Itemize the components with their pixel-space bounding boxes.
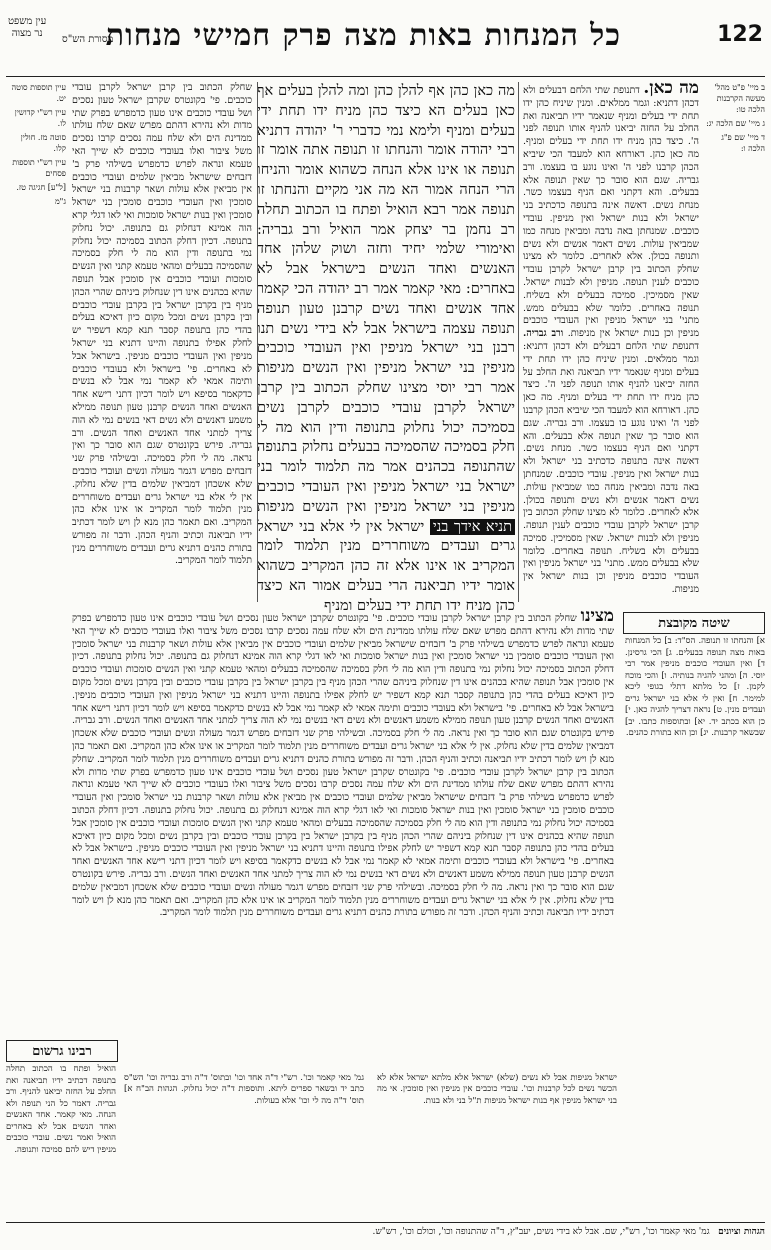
page-header: [0, 14, 771, 60]
page-title: כל המנחות באות מצה פרק חמישי מנחות: [105, 18, 621, 53]
tosafot-text: שחלק הכתוב בין קרבן ישראל לקרבן עובדי כוכבים. פי' בקונטרס שקרבן ישראל טעון נסכים ושל עובדי כוכבים אינו טעון כדמפרש בפרק שתי מדות ולא נהירא דהתם מפרש שאם שלח עולתו ממדינת הים ולא שלח עמה נסכים קרבו נסכים משל ציבור ואלו בעובדי כוכבים לא שייך האי טעמא ונראה לפרש כדמפרש בשילהי פרק ב' דזבחים שישראל מביאין שלמים ועובדי כוכבים אין מביאין אלא עולות ושאר קרבנות בני ישראל סומכין ואין העובדי כוכבים סומכין בני ישראל סומכין ואין בנות ישראל סומכות ואי לאו דגלי קרא הוה אמינא דנחלוק גם בתנופה. יכול נחלוק בתנופה. דכיון דחלק הכתוב בסמיכה יכול נחלוק נמי בתנופה ודין הוא מה לי חלק בסמיכה שהסמיכה בבעלים ומהאי טעמא קתני ואין הנשים סומכות ועובדי כוכבים אין סומכין אבל תנופה שהיא בכהנים אינו דין שנחלוק ביניהם שהרי הכהן מניף בין בקרבן ישראל בין בקרבן עובדי כוכבים ובין בקרבן נשים ומכל מקום כיון דאיכא בעלים בהדי כהן בתנופה קסבר תנא קמא דשפיר יש לחלק אפילו בתנופה והיינו דתניא בני ישראל מניפין ואין העובדי כוכבים מניפין. בישראל אבל לא באחרים. פי' בישראל ולא בעובדי כוכבים ותימה אמאי לא קאמר נמי אבל לא בנשים כדקאמר בסיפא ויש לומר דכיון דתני רישא אחד האנשים ואחד הנשים קרבנן טעון תנופה ממילא משמע דאנשים ולא נשים דאי בנשים נמי לא הוה צריך למתני אחד האנשים ואחד הנשים. ורב גבריה. פירש בקונטרס שגם הוא סובר כך ואין נראה. מה לי חלק בסמיכה. ובשילהי פרק שני דזבחים מפרש דגמר מעולה ונשים ועובדי כוכבים שלא אשכחן דמביאין שלמים בדין שלא נחלוק. אין לי אלא בני ישראל גרים ועבדים משוחררים מנין תלמוד לומר המקריב או אינו אלא כהן המקריב. ואם תאמר כהן מנא לן ויש לומר דכתיב ידיו תביאנה וכתיב והניף הכהן. ודבר זה מפורש בתורת כהנים דתניא גרים ועבדים משוחררים מנין תלמוד לומר המקריב.: [72, 82, 252, 567]
margin-note: עיין רש"י קדושין לו.: [14, 108, 66, 128]
rashi-dibbur: מה כאן.: [643, 78, 700, 98]
haggahot-line: [6, 1226, 765, 1238]
rabbeinu-gershom-label: רבינו גרשום: [6, 1040, 118, 1062]
margin-note: ג"מ: [54, 197, 66, 206]
gemara-text: מה כאן כהן אף להלן כהן ומה להלן בעלים אף כאן בעלים הא כיצד כהן מניח ידו תחת ידי בעלים ומניף ולימא נמי כדברי ר' יהודה דתניא רבי יהודה אומר והנחתו זו תנופה אתה אומר זו תנופה או אינו אלא הנחה כשהוא אומר והניחו הרי הנחה אמור הא מה אני מקיים והנחתו זו תנופה אמר רבא הואיל ופתח בו הכתוב תחלה רב נחמן בר יצחק אמר הואיל ורב גבריה: ואימורי שלמי יחיד וחזה ושוק שלהן אחד האנשים ואחד הנשים בישראל אבל לא באחרים: מאי קאמר אמר רב יהודה הכי קאמר אחד אנשים ואחד נשים קרבנן טעון תנופה תנופה עצמה בישראל אבל לא בידי נשים תנו רבנן בני ישראל מניפין ואין העובדי כוכבים מניפין בני ישראל מניפין ואין הנשים מניפות אמר רבי יוסי מצינו שחלק הכתוב בין קרבן ישראל לקרבן עובדי כוכבים לקרבן נשים בסמיכה יכול נחלוק בתנופה ודין הוא מה לי חלק בסמיכה שהסמיכה בבעלים נחלוק בתנופה שהתנופה בכהנים אמר מה תלמוד לומר בני ישראל בני ישראל מניפין ואין העובדי כוכבים מניפין בני ישראל מניפין ואין הנשים מניפות תניא אידך בני ישראל אין לי אלא בני ישראל גרים ועבדים משוחררים מנין תלמוד לומר המקריב או אינו אלא זה כהן המקריב כשהוא אומר ידיו תביאנה הרי בעלים אמור הא כיצד כהן מניח ידו תחת ידי בעלים ומניף: [257, 83, 516, 614]
masoret-column: [6, 82, 66, 1042]
rashi-text: מה כאן. דתנופת שתי הלחם דבעלים ולא דכהן דתניא: וגמר ממלאים. ומנין שיניח כהן ידו תחת ידי בעלים ומניף שנאמר ידיו תביאנה ואת החלב על החזה יביאנו להניף אותו תנופה לפני ה'. כיצד כהן מניח ידו תחת ידי בעלים ומניף. מה כאן כהן. דאורחא הוא למעבד הכי שיביא הכהן קרבנו לפני ה' ואינו נוגע בו בעצמו. ורב גבריה. שגם הוא סובר כך שאין תנופה אלא בבעלים. והא דקתני ואם הניף בעצמו כשר. מנחת נשים. דאשה אינה בתנופה כדכתיב בני ישראל ולא בנות ישראל ואין מניפין. עובדי כוכבים. שמנחתן באה נדבה ומביאין מנחה כמו שמביאין עולות. נשים דאמר אנשים ולא נשים ותנופה בכולן. אלא לאחרים. כלומר לא מצינו שחלק הכתוב בין קרבן ישראל לקרבן עובדי כוכבים לענין תנופה. מניפין ולא לבנות ישראל. שאין מסמיכין. סמיכה בבעלים ולא בשליח. תנופה באחרים. כלומר שלא בבעלים ממש. מתני' בני ישראל מניפין ואין העובדי כוכבים מניפין וכן בנות ישראל אין מניפות. ורב גבריה. דתנופת שתי הלחם דבעלים ולא דכהן דתניא: וגמר ממלאים. ומנין שיניח כהן ידו תחת ידי בעלים ומניף שנאמר ידיו תביאנה ואת החלב על החזה יביאנו להניף אותו תנופה לפני ה'. כיצד כהן מניח ידו תחת ידי בעלים ומניף. מה כאן כהן. דאורחא הוא למעבד הכי שיביא הכהן קרבנו לפני ה' ואינו נוגע בו בעצמו. ורב גבריה. שגם הוא סובר כך שאין תנופה אלא בבעלים. והא דקתני ואם הניף בעצמו כשר. מנחת נשים. דאשה אינה בתנופה כדכתיב בני ישראל ולא בנות ישראל ואין מניפין. עובדי כוכבים. שמנחתן באה נדבה ומביאין מנחה כמו שמביאין עולות. נשים דאמר אנשים ולא נשים ותנופה בכולן. אלא לאחרים. כלומר לא מצינו שחלק הכתוב בין קרבן ישראל לקרבן עובדי כוכבים לענין תנופה. מניפין ולא לבנות ישראל. שאין מסמיכין. סמיכה בבעלים ולא בשליח. תנופה באחרים. כלומר שלא בבעלים ממש. מתני' בני ישראל מניפין ואין העובדי כוכבים מניפין וכן בנות ישראל אין מניפות.: [522, 78, 700, 596]
footnote-right: ישראל מניפות אבל לא נשים (שלא) ישראל אלא מלתא ישראל אלא לא הכשר נשים לכל קרבנות וכו'. עובדי כוכבים אין מניפין ואין סומכין. אי מה בני ישראל מניפין אף בנות ישראל מניפות ת"ל בני ולא בנות.: [377, 1072, 617, 1106]
page-number: 122: [717, 22, 763, 47]
column-divider: [257, 82, 258, 602]
margin-note: עיין רש"י תוספות פסחים: [12, 158, 66, 178]
rabbeinu-gershom-column: [6, 1064, 116, 1214]
shita-mekubetzet-column: [625, 636, 765, 1056]
ein-mishpat-label: עין משפט נר מצוה: [8, 16, 47, 39]
margin-note: עיין תוספות סוטה יט.: [11, 83, 66, 103]
haggahot-text: גמ' מאי קאמר וכו', רש"י, שם. אבל לא בידי נשים, יעב"ץ, ד"ה שהתנופה וכו', וכולם וכו', רש"ש.: [372, 1227, 710, 1237]
shita-mekubetzet-text: א] והנחתו זו תנופה. הס"ד: ב] כל המנחות באות מצה תנופה בבעלים. ג] הכי גרסינן. ד] ואין העובדי כוכבים מניפין אמר רבי יוסי. ה] ומהני להגיה בנותיה. ו] והכי מוכח לקמן. ז] כל מלתא דתלי בגופי ליכא למימר. ח] ואין לי אלא בני ישראל גרים ועבדים מנין. ט] נראה דצריך להגיה כאן. י] כן הוא בכתב יד. יא] ובתוספות כתבו. יב] שבשאר קרבנות. יג] וכן הוא בתורת כהנים.: [625, 636, 765, 738]
header-rule: [6, 76, 765, 77]
tosafot-upper-column: [72, 82, 252, 602]
tosafot-dibbur: מצינו: [580, 606, 614, 626]
rashi-column: [522, 78, 700, 602]
margin-note: ב מיי' פ"ט מהל' מעשה הקרבנות הלכה טו:: [714, 83, 765, 114]
margin-note: סוטה מז. חולין קלו.: [20, 133, 66, 153]
margin-note: ג מיי' שם הלכה יג:: [706, 119, 765, 128]
column-divider: [518, 82, 519, 602]
margin-note: [ל"ע] חגיגה טז.: [16, 183, 66, 192]
gemara-column: [257, 82, 516, 614]
footnote-left: גמ' מאי קאמר וכו'. רש"י ד"ה אחד וכו' ובתוס' ד"ה ורב גבריה וכו' הש"ס כתב יד ובשאר ספרים ליתא. ותוספות ד"ה יכול נחלוק. הגהות הב"ח א] תוס' ד"ה מה לי וכו' אלא בעולות.: [124, 1072, 364, 1106]
ein-mishpat-column: [703, 82, 765, 602]
tosafot-text: מצינו שחלק הכתוב בין קרבן ישראל לקרבן עובדי כוכבים. פי' בקונטרס שקרבן ישראל טעון נסכים ושל עובדי כוכבים אינו טעון כדמפרש בפרק שתי מדות ולא נהירא דהתם מפרש שאם שלח עולתו ממדינת הים ולא שלח עמה נסכים קרבו נסכים משל ציבור ואלו בעובדי כוכבים לא שייך האי טעמא ונראה לפרש כדמפרש בשילהי פרק ב' דזבחים שישראל מביאין שלמים ועובדי כוכבים אין מביאין אלא עולות ושאר קרבנות בני ישראל סומכין ואין העובדי כוכבים סומכין בני ישראל סומכין ואין בנות ישראל סומכות ואי לאו דגלי קרא הוה אמינא דנחלוק גם בתנופה. יכול נחלוק בתנופה. דכיון דחלק הכתוב בסמיכה יכול נחלוק נמי בתנופה ודין הוא מה לי חלק בסמיכה שהסמיכה בבעלים ומהאי טעמא קתני ואין הנשים סומכות ועובדי כוכבים אין סומכין אבל תנופה שהיא בכהנים אינו דין שנחלוק ביניהם שהרי הכהן מניף בין בקרבן ישראל בין בקרבן עובדי כוכבים ובין בקרבן נשים ומכל מקום כיון דאיכא בעלים בהדי כהן בתנופה קסבר תנא קמא דשפיר יש לחלק אפילו בתנופה והיינו דתניא בני ישראל מניפין ואין העובדי כוכבים מניפין. בישראל אבל לא באחרים. פי' בישראל ולא בעובדי כוכבים ותימה אמאי לא קאמר נמי אבל לא בנשים כדקאמר בסיפא ויש לומר דכיון דתני רישא אחד האנשים ואחד הנשים קרבנן טעון תנופה ממילא משמע דאנשים ולא נשים דאי בנשים נמי לא הוה צריך למתני אחד האנשים ואחד הנשים. ורב גבריה. פירש בקונטרס שגם הוא סובר כך ואין נראה. מה לי חלק בסמיכה. ובשילהי פרק שני דזבחים מפרש דגמר מעולה ונשים ועובדי כוכבים שלא אשכחן דמביאין שלמים בדין שלא נחלוק. אין לי אלא בני ישראל גרים ועבדים משוחררים מנין תלמוד לומר המקריב או אינו אלא כהן המקריב. ואם תאמר כהן מנא לן ויש לומר דכתיב ידיו תביאנה וכתיב והניף הכהן. ודבר זה מפורש בתורת כהנים דתניא גרים ועבדים משוחררים מנין תלמוד לומר המקריב. שחלק הכתוב בין קרבן ישראל לקרבן עובדי כוכבים. פי' בקונטרס שקרבן ישראל טעון נסכים ושל עובדי כוכבים אינו טעון כדמפרש בפרק שתי מדות ולא נהירא דהתם מפרש שאם שלח עולתו ממדינת הים ולא שלח עמה נסכים קרבו נסכים משל ציבור ואלו בעובדי כוכבים לא שייך האי טעמא ונראה לפרש כדמפרש בשילהי פרק ב' דזבחים שישראל מביאין שלמים ועובדי כוכבים אין מביאין אלא עולות ושאר קרבנות בני ישראל סומכין ואין העובדי כוכבים סומכין בני ישראל סומכין ואין בנות ישראל סומכות ואי לאו דגלי קרא הוה אמינא דנחלוק גם בתנופה. יכול נחלוק בתנופה. דכיון דחלק הכתוב בסמיכה יכול נחלוק נמי בתנופה ודין הוא מה לי חלק בסמיכה שהסמיכה בבעלים ומהאי טעמא קתני ואין הנשים סומכות ועובדי כוכבים אין סומכין אבל תנופה שהיא בכהנים אינו דין שנחלוק ביניהם שהרי הכהן מניף בין בקרבן ישראל בין בקרבן עובדי כוכבים ובין בקרבן נשים ומכל מקום כיון דאיכא בעלים בהדי כהן בתנופה קסבר תנא קמא דשפיר יש לחלק אפילו בתנופה והיינו דתניא בני ישראל מניפין ואין העובדי כוכבים מניפין. בישראל אבל לא באחרים. פי' בישראל ולא בעובדי כוכבים ותימה אמאי לא קאמר נמי אבל לא בנשים כדקאמר בסיפא ויש לומר דכיון דתני רישא אחד האנשים ואחד הנשים קרבנן טעון תנופה ממילא משמע דאנשים ולא נשים דאי בנשים נמי לא הוה צריך למתני אחד האנשים ואחד הנשים. ורב גבריה. פירש בקונטרס שגם הוא סובר כך ואין נראה. מה לי חלק בסמיכה. ובשילהי פרק שני דזבחים מפרש דגמר מעולה ונשים ועובדי כוכבים שלא אשכחן דמביאין שלמים בדין שלא נחלוק. אין לי אלא בני ישראל גרים ועבדים משוחררים מנין תלמוד לומר המקריב או אינו אלא כהן המקריב. ואם תאמר כהן מנא לן ויש לומר דכתיב ידיו תביאנה וכתיב והניף הכהן. ודבר זה מפורש בתורת כהנים דתניא גרים ועבדים משוחררים מנין תלמוד לומר המקריב.: [72, 606, 614, 919]
highlighted-phrase: תניא אידך בני: [430, 519, 515, 535]
bottom-rule: [6, 1222, 765, 1223]
rashi-dibbur: ורב גבריה.: [523, 328, 564, 340]
tosafot-lower-column: [72, 606, 614, 1028]
margin-note: ד מיי' שם פ"ג הלכה ו:: [721, 133, 765, 153]
masoret-label: מסורת הש"ס: [62, 34, 114, 45]
rabbeinu-gershom-text: הואיל ופתח בו הכתוב תחלה בתנופה דכתיב ידיו תביאנה ואת החלב על החזה יביאנו להניף. ורב גבריה. דאמר כל הני תנופה ולא הנחה. מאי קאמר. אחד האנשים ואחד הנשים אבל לא באחרים הואיל ואמר נשים. עובדי כוכבים מניפין דיש להם סמיכה ותנופה.: [6, 1064, 116, 1155]
shita-mekubetzet-label: שיטה מקובצת: [623, 612, 765, 634]
haggahot-label: הגהות וציונים: [718, 1227, 765, 1237]
